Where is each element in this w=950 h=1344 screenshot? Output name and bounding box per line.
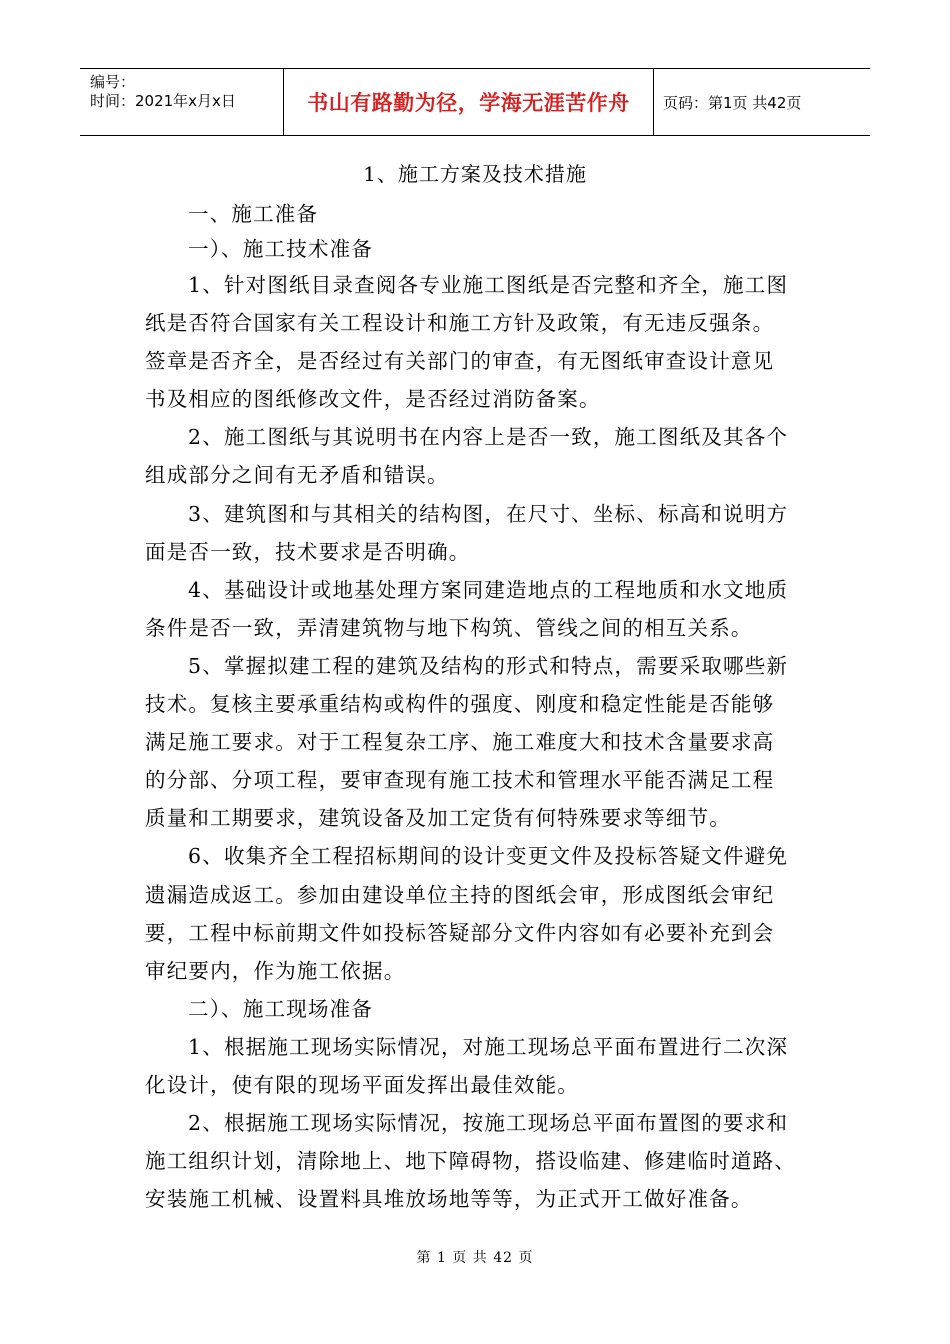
paragraph-line: 签章是否齐全，是否经过有关部门的审查，有无图纸审查设计意见 [145,349,775,373]
subsection-heading: 一）、施工技术准备 [188,237,374,261]
paragraph-line: 1、根据施工现场实际情况，对施工现场总平面布置进行二次深 [188,1035,789,1059]
header-table [80,68,870,136]
paragraph-line: 安装施工机械、设置料具堆放场地等等，为正式开工做好准备。 [145,1187,753,1211]
paragraph-line: 要，工程中标前期文件如投标答疑部分文件内容如有必要补充到会 [145,921,775,945]
paragraph-line: 化设计，使有限的现场平面发挥出最佳效能。 [145,1073,579,1097]
paragraph-line: 纸是否符合国家有关工程设计和施工方针及政策，有无违反强条。 [145,311,775,335]
paragraph-line: 6、收集齐全工程招标期间的设计变更文件及投标答疑文件避免 [188,844,789,868]
time-label: 时间：2021年x月x日 [90,92,236,110]
page-footer: 第 1 页 共 42 页 [416,1250,534,1266]
paragraph-line: 技术。复核主要承重结构或构件的强度、刚度和稳定性能是否能够 [145,692,775,716]
paragraph-line: 的分部、分项工程，要审查现有施工技术和管理水平能否满足工程 [145,768,775,792]
paragraph-line: 5、掌握拟建工程的建筑及结构的形式和特点，需要采取哪些新 [188,654,789,678]
paragraph-line: 条件是否一致，弄清建筑物与地下构筑、管线之间的相互关系。 [145,616,753,640]
document-title: 1、施工方案及技术措施 [363,162,587,186]
paragraph-line: 书及相应的图纸修改文件，是否经过消防备案。 [145,387,601,411]
paragraph-line: 1、针对图纸目录查阅各专业施工图纸是否完整和齐全，施工图 [188,273,789,297]
header-meta [80,69,283,135]
number-label: 编号： [90,73,136,91]
paragraph-line: 满足施工要求。对于工程复杂工序、施工难度大和技术含量要求高 [145,730,775,754]
paragraph-line: 组成部分之间有无矛盾和错误。 [145,463,449,487]
paragraph-line: 3、建筑图和与其相关的结构图，在尺寸、坐标、标高和说明方 [188,502,789,526]
paragraph-line: 2、根据施工现场实际情况，按施工现场总平面布置图的要求和 [188,1111,789,1135]
header-motto: 书山有路勤为径，学海无涯苦作舟 [283,69,654,135]
paragraph-line: 面是否一致，技术要求是否明确。 [145,540,471,564]
paragraph-line: 4、基础设计或地基处理方案同建造地点的工程地质和水文地质 [188,578,789,602]
paragraph-line: 2、施工图纸与其说明书在内容上是否一致，施工图纸及其各个 [188,425,789,449]
section-heading: 一、施工准备 [188,202,319,226]
paragraph-line: 质量和工期要求，建筑设备及加工定货有何特殊要求等细节。 [145,806,731,830]
subsection-heading: 二）、施工现场准备 [188,997,374,1021]
paragraph-line: 审纪要内，作为施工依据。 [145,959,406,983]
paragraph-line: 施工组织计划，清除地上、地下障碍物，搭设临建、修建临时道路、 [145,1149,796,1173]
paragraph-line: 遗漏造成返工。参加由建设单位主持的图纸会审，形成图纸会审纪 [145,883,775,907]
header-page-code: 页码：第1页 共42页 [663,93,802,112]
